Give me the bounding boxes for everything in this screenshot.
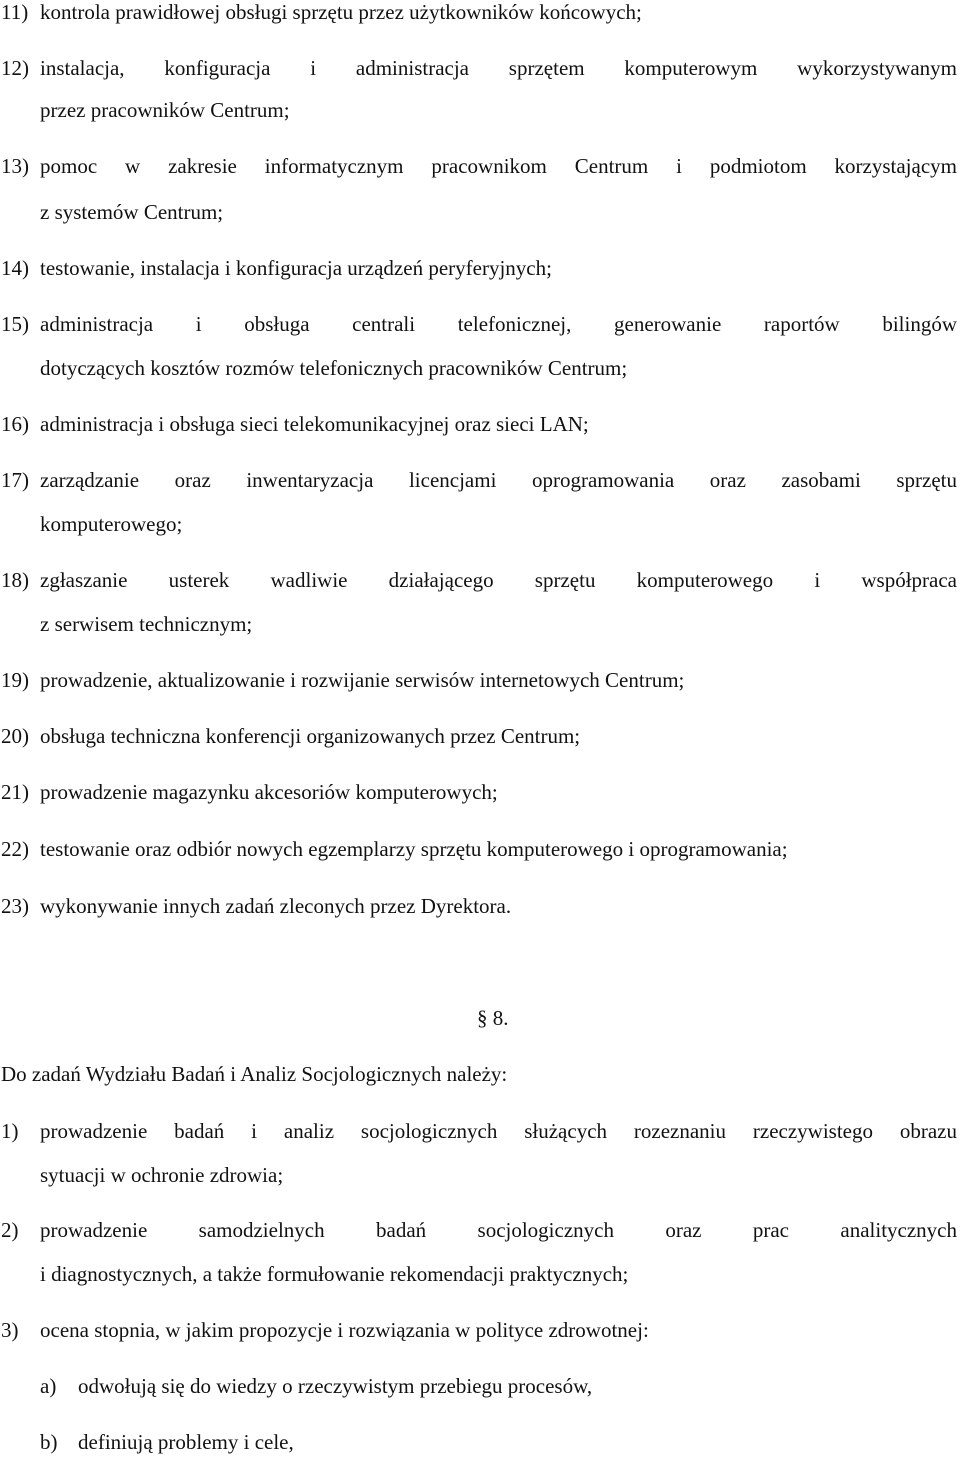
item-text: przez pracowników Centrum; [40,98,290,122]
item-text: administracja i obsługa centrali telefonicznej, generowanie raportów bilingów [40,312,957,336]
item-letter: b) [40,1430,58,1454]
item-text: odwołują się do wiedzy o rzeczywistym przebiegu procesów, [78,1374,593,1398]
item-letter: a) [40,1374,57,1398]
section-heading [477,996,509,1040]
item-text: prowadzenie magazynku akcesoriów komputerowych; [40,780,498,804]
item-text: administracja i obsługa sieci telekomunikacyjnej oraz sieci LAN; [40,412,589,436]
section-intro: Do zadań Wydziału Badań i Analiz Socjologicznych należy: [1,1062,508,1086]
item-text: pomoc w zakresie informatycznym pracownikom Centrum i podmiotom korzystającym [40,154,957,178]
item-number: 13) [1,154,29,178]
item-text: testowanie, instalacja i konfiguracja urządzeń peryferyjnych; [40,256,552,280]
item-number: 19) [1,668,29,692]
item-text: zgłaszanie usterek wadliwie działającego sprzętu komputerowego i współpraca [40,568,957,592]
item-text: obsługa techniczna konferencji organizowanych przez Centrum; [40,724,581,748]
item-text: prowadzenie samodzielnych badań socjologicznych oraz prac analitycznych [40,1218,957,1242]
section-symbol: § [477,1006,488,1030]
item-text: testowanie oraz odbiór nowych egzemplarzy sprzętu komputerowego i oprogramowania; [40,837,788,861]
item-number: 21) [1,780,29,804]
item-text: prowadzenie, aktualizowanie i rozwijanie serwisów internetowych Centrum; [40,668,685,692]
item-text: definiują problemy i cele, [78,1430,294,1454]
item-number: 14) [1,256,29,280]
item-number: 22) [1,837,29,861]
item-number: 15) [1,312,29,336]
item-number: 12) [1,56,29,80]
item-text: instalacja, konfiguracja i administracja sprzętem komputerowym wykorzystywanym [40,56,957,80]
item-number: 16) [1,412,29,436]
item-number: 11) [1,0,29,24]
item-text: komputerowego; [40,512,183,536]
item-number: 3) [1,1318,19,1342]
item-text: z serwisem technicznym; [40,612,253,636]
item-number: 23) [1,894,29,918]
item-text: wykonywanie innych zadań zleconych przez Dyrektora. [40,894,512,918]
item-number: 18) [1,568,29,592]
item-number: 2) [1,1218,19,1242]
item-text: sytuacji w ochronie zdrowia; [40,1163,284,1187]
item-text: kontrola prawidłowej obsługi sprzętu przez użytkowników końcowych; [40,0,642,24]
item-number: 20) [1,724,29,748]
item-number: 1) [1,1119,19,1143]
item-text: dotyczących kosztów rozmów telefonicznych pracowników Centrum; [40,356,628,380]
item-text: z systemów Centrum; [40,200,224,224]
item-text: zarządzanie oraz inwentaryzacja licencjami oprogramowania oraz zasobami sprzętu [40,468,957,492]
item-number: 17) [1,468,29,492]
item-text: ocena stopnia, w jakim propozycje i rozwiązania w polityce zdrowotnej: [40,1318,649,1342]
item-text: i diagnostycznych, a także formułowanie rekomendacji praktycznych; [40,1262,629,1286]
item-text: prowadzenie badań i analiz socjologicznych służących rozeznaniu rzeczywistego obrazu [40,1119,957,1143]
section-number: 8. [492,1006,509,1030]
